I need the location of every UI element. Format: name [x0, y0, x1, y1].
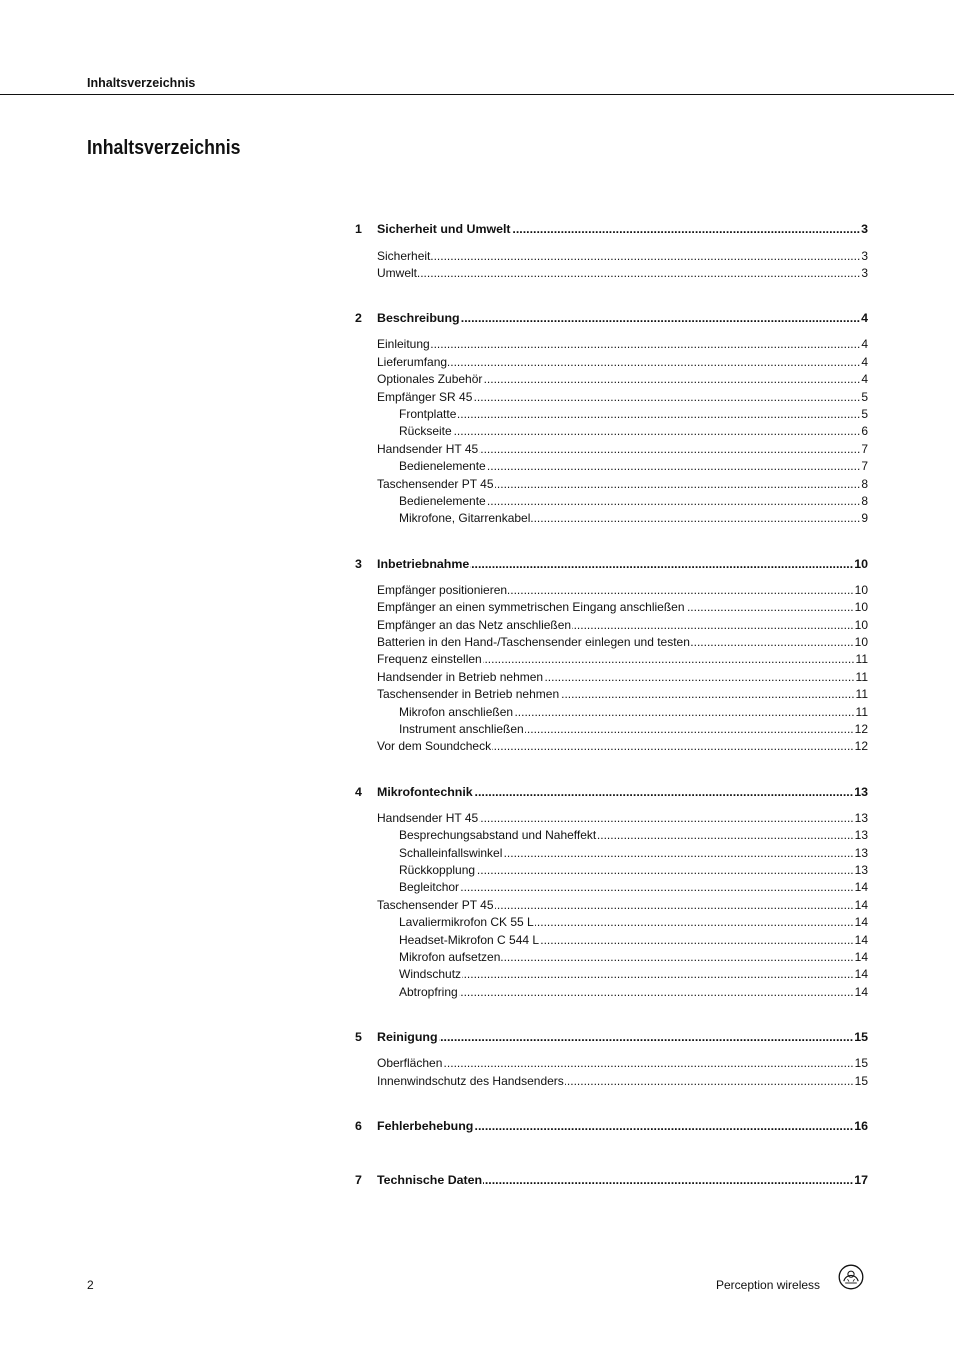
entry-title: Lavaliermikrofon CK 55 L: [399, 915, 534, 930]
toc-entry: [377, 810, 868, 827]
toc-entries: [377, 1046, 868, 1090]
table-of-contents: [355, 221, 868, 1226]
page-number: 14: [854, 984, 868, 999]
dot-leader: [540, 932, 854, 949]
akg-logo-icon: [838, 1264, 864, 1290]
toc-chapter-heading: [355, 310, 868, 327]
dot-leader: [457, 406, 860, 423]
chapter-title: Technische Daten: [377, 1172, 483, 1187]
toc-entry: [377, 354, 868, 371]
dot-leader: [462, 966, 854, 983]
toc-entry: [377, 248, 868, 265]
toc-entries: [377, 801, 868, 1001]
chapter-number: 3: [355, 556, 362, 571]
dot-leader: [508, 582, 854, 599]
chapter-title: Inbetriebnahme: [377, 556, 470, 571]
dot-leader: [565, 1073, 854, 1090]
page-number: 11: [855, 704, 868, 719]
page-number: 3: [861, 248, 868, 263]
dot-leader: [501, 949, 853, 966]
toc-entry: [377, 897, 868, 914]
toc-entry: [377, 441, 868, 458]
dot-leader: [483, 1172, 853, 1189]
page-number: 14: [854, 897, 868, 912]
entry-title: Handsender HT 45: [377, 441, 479, 456]
toc-subentry: [399, 914, 868, 931]
toc-entry: [377, 582, 868, 599]
toc-chapter-heading: [355, 556, 868, 573]
toc-entry: [377, 476, 868, 493]
dot-leader: [461, 310, 860, 327]
dot-leader: [503, 845, 853, 862]
page-number: 17: [854, 1172, 868, 1187]
page-number: 7: [861, 441, 868, 456]
page-number: 16: [854, 1118, 868, 1133]
toc-entry: [377, 1055, 868, 1072]
toc-subentry: [399, 458, 868, 475]
toc-entries: [377, 1135, 868, 1144]
dot-leader: [514, 704, 854, 721]
entry-title: Windschutz: [399, 967, 462, 982]
toc-entry: [377, 686, 868, 703]
page-number: 10: [854, 582, 868, 597]
dot-leader: [487, 493, 861, 510]
page-number: 14: [854, 967, 868, 982]
page-number: 14: [854, 880, 868, 895]
chapter-title: Fehlerbehebung: [377, 1118, 474, 1133]
dot-leader: [479, 441, 860, 458]
dot-leader: [544, 669, 854, 686]
dot-leader: [572, 617, 854, 634]
dot-leader: [443, 1055, 853, 1072]
entry-title: Frequenz einstellen: [377, 652, 482, 667]
entry-title: Taschensender PT 45: [377, 897, 494, 912]
toc-entries: [377, 328, 868, 528]
dot-leader: [483, 371, 860, 388]
dot-leader: [479, 810, 853, 827]
dot-leader: [431, 248, 860, 265]
page-number: 13: [854, 862, 868, 877]
page-number: 3: [861, 265, 868, 280]
entry-title: Umwelt: [377, 265, 418, 280]
entry-title: Instrument anschließen: [399, 721, 524, 736]
toc-chapter: [355, 1118, 868, 1172]
chapter-number: 7: [355, 1172, 362, 1187]
page-number: 15: [854, 1073, 868, 1088]
dot-leader: [691, 634, 854, 651]
toc-entry: [377, 371, 868, 388]
toc-entry: [377, 389, 868, 406]
page-number: 8: [861, 476, 868, 491]
entry-title: Einleitung: [377, 337, 430, 352]
toc-subentry: [399, 493, 868, 510]
toc-subentries: [399, 493, 868, 528]
dot-leader: [418, 265, 860, 282]
page-number: 11: [855, 652, 868, 667]
page-number: 10: [854, 617, 868, 632]
dot-leader: [470, 556, 853, 573]
toc-entries: [377, 239, 868, 283]
entry-title: Frontplatte: [399, 407, 457, 421]
toc-subentries: [399, 914, 868, 1001]
header-rule: [0, 94, 954, 95]
entry-title: Optionales Zubehör: [377, 372, 483, 387]
chapter-title: Reinigung: [377, 1029, 438, 1044]
page-number: 5: [861, 389, 868, 404]
entry-title: Rückkopplung: [399, 862, 476, 877]
entry-title: Innenwindschutz des Handsenders: [377, 1073, 564, 1088]
toc-subentry: [399, 721, 868, 738]
entry-title: Rückseite: [399, 424, 452, 439]
dot-leader: [448, 354, 860, 371]
dot-leader: [495, 897, 854, 914]
entry-title: Bedienelemente: [399, 493, 486, 508]
entry-title: Mikrofon aufsetzen: [399, 949, 501, 964]
page-number: 15: [854, 1029, 868, 1044]
toc-chapter: [355, 310, 868, 555]
chapter-number: 1: [355, 222, 362, 237]
toc-entry: [377, 634, 868, 651]
toc-chapter: [355, 556, 868, 784]
chapter-number: 2: [355, 311, 362, 326]
toc-chapter-heading: [355, 1118, 868, 1135]
dot-leader: [686, 599, 854, 616]
toc-subentry: [399, 879, 868, 896]
dot-leader: [474, 784, 854, 801]
dot-leader: [431, 336, 861, 353]
dot-leader: [512, 221, 861, 238]
page-number: 4: [861, 337, 868, 352]
dot-leader: [597, 827, 853, 844]
page-number: 13: [854, 810, 868, 825]
toc-entry: [377, 617, 868, 634]
page-number: 3: [861, 222, 868, 237]
entry-title: Headset-Mikrofon C 544 L: [399, 932, 540, 947]
page-number: 9: [861, 511, 868, 526]
dot-leader: [487, 458, 861, 475]
toc-subentry: [399, 704, 868, 721]
toc-entry: [377, 669, 868, 686]
toc-chapter-heading: [355, 784, 868, 801]
chapter-number: 6: [355, 1118, 362, 1133]
toc-entry: [377, 265, 868, 282]
entry-title: Empfänger SR 45: [377, 389, 473, 404]
entry-title: Abtropfring: [399, 984, 458, 999]
page-number: 12: [854, 739, 868, 754]
chapter-title: Beschreibung: [377, 311, 460, 326]
page-title: Inhaltsverzeichnis: [87, 137, 241, 159]
toc-subentries: [399, 406, 868, 441]
dot-leader: [460, 879, 854, 896]
toc-entry: [377, 1073, 868, 1090]
toc-chapter: [355, 784, 868, 1029]
dot-leader: [473, 389, 860, 406]
toc-chapter-heading: [355, 221, 868, 238]
page-number: 7: [861, 459, 868, 474]
toc-subentry: [399, 966, 868, 983]
toc-entries: [377, 573, 868, 756]
entry-title: Mikrofon anschließen: [399, 704, 514, 719]
toc-subentry: [399, 949, 868, 966]
toc-chapter-heading: [355, 1029, 868, 1046]
entry-title: Oberflächen: [377, 1056, 443, 1071]
entry-title: Empfänger positionieren: [377, 582, 508, 597]
dot-leader: [535, 914, 854, 931]
entry-title: Besprechungsabstand und Naheffekt: [399, 828, 597, 843]
page-number: 4: [861, 311, 868, 326]
toc-subentry: [399, 406, 868, 423]
page-number: 14: [854, 949, 868, 964]
chapter-title: Sicherheit und Umwelt: [377, 222, 511, 237]
toc-subentry: [399, 862, 868, 879]
dot-leader: [492, 738, 854, 755]
footer-product-name: Perception wireless: [716, 1278, 821, 1292]
dot-leader: [560, 686, 854, 703]
entry-title: Mikrofone, Gitarrenkabel: [399, 511, 531, 526]
page-number: 11: [855, 687, 868, 702]
page-number: 14: [854, 932, 868, 947]
dot-leader: [439, 1029, 854, 1046]
toc-chapter: [355, 1029, 868, 1118]
toc-subentry: [399, 932, 868, 949]
dot-leader: [495, 476, 861, 493]
page-number: 6: [861, 424, 868, 439]
toc-entries: [377, 1189, 868, 1198]
toc-entry: [377, 599, 868, 616]
toc-chapter-heading: [355, 1172, 868, 1189]
dot-leader: [474, 1118, 853, 1135]
toc-subentries: [399, 458, 868, 475]
dot-leader: [525, 721, 854, 738]
dot-leader: [459, 984, 854, 1001]
toc-subentry: [399, 510, 868, 527]
entry-title: Sicherheit: [377, 248, 431, 263]
toc-subentry: [399, 827, 868, 844]
page-number: 10: [854, 600, 868, 615]
toc-subentry: [399, 984, 868, 1001]
entry-title: Bedienelemente: [399, 459, 486, 474]
running-header: Inhaltsverzeichnis: [87, 76, 196, 90]
page-number: 11: [855, 669, 868, 684]
dot-leader: [476, 862, 854, 879]
toc-entry: [377, 336, 868, 353]
entry-title: Empfänger an das Netz anschließen: [377, 617, 572, 632]
page-number: 4: [861, 354, 868, 369]
page-number: 5: [861, 407, 868, 421]
toc-subentries: [399, 704, 868, 739]
entry-title: Lieferumfang: [377, 354, 448, 369]
page-number: 4: [861, 372, 868, 387]
toc-entry: [377, 651, 868, 668]
chapter-number: 4: [355, 784, 362, 799]
entry-title: Taschensender in Betrieb nehmen: [377, 687, 560, 702]
page-number: 8: [861, 493, 868, 508]
chapter-number: 5: [355, 1029, 362, 1044]
page-number: 14: [854, 915, 868, 930]
entry-title: Begleitchor: [399, 880, 460, 895]
chapter-title: Mikrofontechnik: [377, 784, 473, 799]
toc-subentry: [399, 845, 868, 862]
dot-leader: [531, 510, 860, 527]
entry-title: Handsender in Betrieb nehmen: [377, 669, 544, 684]
entry-title: Vor dem Soundcheck: [377, 739, 492, 754]
page-number: 13: [854, 828, 868, 843]
page-number: 15: [854, 1056, 868, 1071]
page-number: 12: [854, 721, 868, 736]
page-number: 10: [854, 556, 868, 571]
dot-leader: [453, 423, 861, 440]
toc-subentry: [399, 423, 868, 440]
entry-title: Batterien in den Hand-/Taschensender einlegen und testen: [377, 634, 690, 649]
entry-title: Schalleinfallswinkel: [399, 845, 503, 860]
page-number: 10: [854, 634, 868, 649]
entry-title: Handsender HT 45: [377, 810, 479, 825]
footer-page-number: 2: [87, 1278, 94, 1292]
toc-chapter: [355, 221, 868, 310]
entry-title: Taschensender PT 45: [377, 476, 494, 491]
toc-chapter: [355, 1172, 868, 1226]
entry-title: Empfänger an einen symmetrischen Eingang anschließen: [377, 600, 685, 615]
toc-subentries: [399, 827, 868, 897]
page-number: 13: [854, 784, 868, 799]
toc-entry: [377, 738, 868, 755]
page-number: 13: [854, 845, 868, 860]
dot-leader: [483, 651, 855, 668]
